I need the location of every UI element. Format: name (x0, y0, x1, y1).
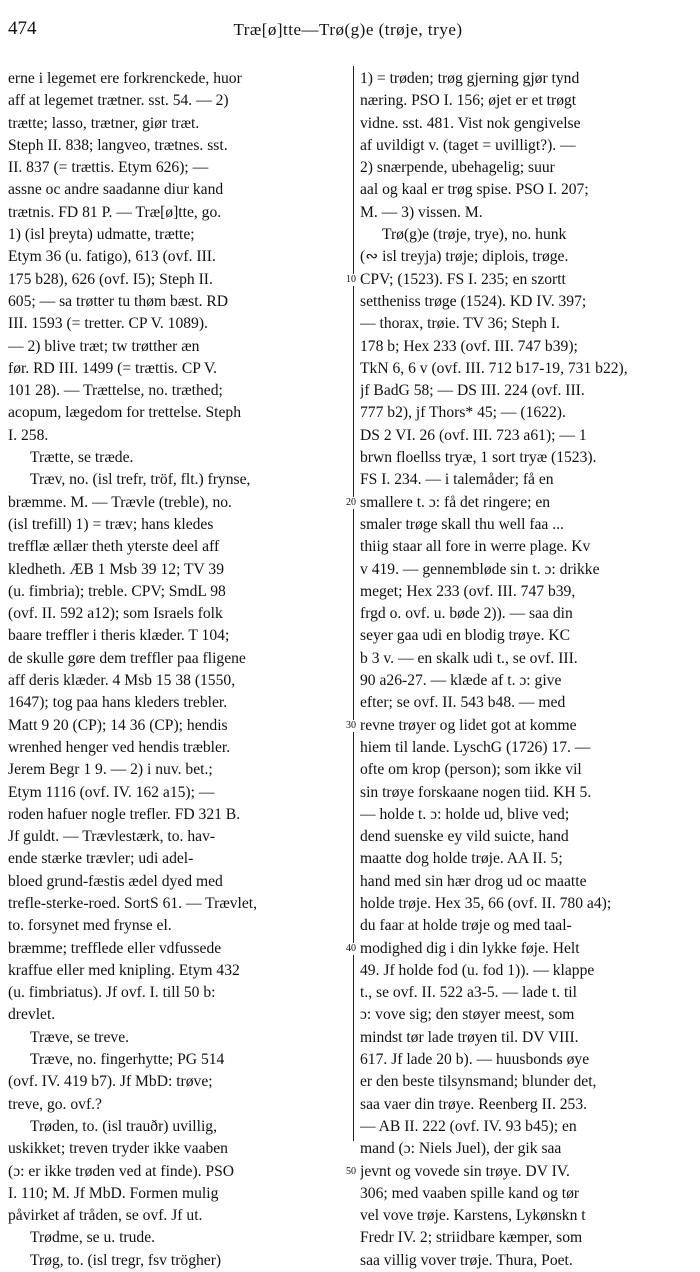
text-line: aal og kaal er trøg spise. PSO I. 207; (360, 181, 589, 199)
text-line: påvirket af tråden, se ovf. Jf ut. (8, 1207, 203, 1225)
text-line: Trætte, se træde. (30, 449, 134, 467)
text-line: thiig staar all fore in werre plage. Kv (360, 538, 591, 556)
text-line: aff deris klæder. 4 Msb 15 38 (1550, (8, 672, 236, 690)
text-line: Steph II. 838; langveo, trætnes. sst. (8, 136, 228, 154)
left-column (8, 68, 348, 1272)
text-line: DS 2 VI. 26 (ovf. III. 723 a61); — 1 (360, 426, 587, 444)
text-line: 1) (isl þreyta) udmatte, trætte; (8, 226, 195, 244)
text-line: Trøden, to. (isl trauðr) uvillig, (30, 1117, 217, 1135)
text-line: (u. fimbria); treble. CPV; SmdL 98 (8, 582, 226, 600)
text-line: trefflæ ællær theth yterste deel aff (8, 538, 220, 556)
line-number: 50 (346, 1165, 356, 1177)
text-line: 178 b; Hex 233 (ovf. III. 747 b39); (360, 337, 578, 355)
text-line: Etym 1116 (ovf. IV. 162 a15); — (8, 783, 215, 801)
text-line: (isl trefill) 1) = træv; hans kledes (8, 515, 214, 533)
text-line: er den beste tilsynsmand; blunder det, (360, 1073, 597, 1091)
text-line: (ɔ: er ikke trøden ved at finde). PSO (8, 1162, 235, 1180)
text-line: Jerem Begr 1 9. — 2) i nuv. bet.; (8, 761, 213, 779)
text-line: 90 a26-27. — klæde af t. ɔ: give (360, 672, 562, 690)
text-line: smallere t. ɔ: få det ringere; en (360, 493, 551, 511)
text-line: Matt 9 20 (CP); 14 36 (CP); hendis (8, 716, 228, 734)
text-line: sin trøye forskaane nogen tiid. KH 5. (360, 783, 592, 801)
text-line: — thorax, trøie. TV 36; Steph I. (360, 315, 560, 333)
line-number: 10 (346, 273, 356, 285)
text-line: efter; se ovf. II. 543 b48. — med (360, 694, 566, 712)
text-line: 1647); tog paa hans kleders trebler. (8, 694, 228, 712)
text-line: 617. Jf lade 20 b). — huusbonds øye (360, 1051, 590, 1069)
text-line: roden hafuer nogle trefler. FD 321 B. (8, 805, 241, 823)
text-line: (ovf. II. 592 a12); som Israels folk (8, 605, 223, 623)
text-line: t., se ovf. II. 522 a3-5. — lade t. til (360, 984, 577, 1002)
text-columns (8, 48, 688, 1269)
text-line: to. forsynet med frynse el. (8, 917, 172, 935)
text-line: saa villig vover trøje. Thura, Poet. (360, 1251, 573, 1269)
text-line: trætte; lasso, trætner, giør træt. (8, 114, 200, 132)
text-line: Fredr IV. 2; striidbare kæmper, som (360, 1229, 583, 1247)
text-line: ofte om krop (person); som ikke vil (360, 761, 582, 779)
text-line: før. RD III. 1499 (= trættis. CP V. (8, 359, 218, 377)
text-line: 101 28). — Trættelse, no. træthed; (8, 382, 223, 400)
text-line: (u. fimbriatus). Jf ovf. I. till 50 b: (8, 984, 216, 1002)
text-line: trætnis. FD 81 P. — Træ[ø]tte, go. (8, 203, 222, 221)
page-number: 474 (8, 18, 37, 39)
text-line: TkN 6, 6 v (ovf. III. 712 b17-19, 731 b22), (360, 359, 628, 377)
text-line: mindst tør lade trøyen til. DV VIII. (360, 1028, 579, 1046)
text-line: dend suenske ey vild suicte, hand (360, 828, 569, 846)
text-line: 49. Jf holde fod (u. fod 1)). — klappe (360, 961, 595, 979)
text-line: hand med sin hær drog ud oc maatte (360, 872, 587, 890)
text-line: Træve, se treve. (30, 1028, 130, 1046)
text-line: ende stærke trævler; udi adel- (8, 850, 194, 868)
text-line: hiem til lande. LyschG (1726) 17. — (360, 738, 591, 756)
text-line: vidne. sst. 481. Vist nok gengivelse (360, 114, 581, 132)
text-line: Træv, no. (isl trefr, tröf, flt.) frynse, (30, 471, 251, 489)
text-line: 605; — sa trøtter tu thøm bæst. RD (8, 292, 229, 310)
text-line: bloed grund-fæstis ædel dyed med (8, 872, 223, 890)
text-line: M. — 3) vissen. M. (360, 203, 483, 221)
text-line: III. 1593 (= tretter. CP V. 1089). (8, 315, 208, 333)
line-number: 40 (346, 942, 356, 954)
text-line: acopum, lægedom for trettelse. Steph (8, 404, 241, 422)
text-line: aff at legemet trætner. sst. 54. — 2) (8, 92, 229, 110)
text-line: — AB II. 222 (ovf. IV. 93 b45); en (360, 1117, 577, 1135)
text-line: af uvildigt v. (taget = uvilligt?). — (360, 136, 576, 154)
text-line: 777 b2), jf Thors* 45; — (1622). (360, 404, 566, 422)
text-line: smaler trøge skall thu well faa ... (360, 515, 564, 533)
text-line: 1) = trøden; trøg gjerning gjør tynd (360, 70, 580, 87)
text-line: 306; med vaaben spille kand og tør (360, 1184, 580, 1202)
text-line: holde trøje. Hex 35, 66 (ovf. II. 780 a4); (360, 894, 612, 912)
text-line: Trøg, to. (isl tregr, fsv trögher) (30, 1251, 222, 1269)
text-line: mand (ɔ: Niels Juel), der gik saa (360, 1140, 562, 1158)
text-line: saa vaer din trøye. Reenberg II. 253. (360, 1095, 588, 1113)
text-line: meget; Hex 233 (ovf. III. 747 b39, (360, 582, 576, 600)
line-number: 20 (346, 496, 356, 508)
text-line: settheniss trøge (1524). KD IV. 397; (360, 292, 587, 310)
text-line: Jf guldt. — Trævlestærk, to. hav- (8, 828, 216, 846)
text-line: drevlet. (8, 1006, 56, 1024)
text-line: baare treffler i theris klæder. T 104; (8, 627, 230, 645)
text-line: 175 b28), 626 (ovf. I5); Steph II. (8, 270, 213, 288)
text-line: Trødme, se u. trude. (30, 1229, 156, 1247)
text-line: erne i legemet ere forkrenckede, huor (8, 70, 242, 87)
line-number: 30 (346, 719, 356, 731)
text-line: Træve, no. fingerhytte; PG 514 (30, 1051, 225, 1069)
text-line: maatte dog holde trøje. AA II. 5; (360, 850, 563, 868)
text-line: Trø(g)e (trøje, trye), no. hunk (382, 226, 567, 244)
column-divider (353, 66, 354, 1141)
text-line: — 2) blive træt; tw trøtther æn (8, 337, 200, 355)
text-line: brwn floellss tryæ, 1 sort tryæ (1523). (360, 449, 597, 467)
text-line: b 3 v. — en skalk udi t., se ovf. III. (360, 649, 578, 667)
text-line: frgd o. ovf. u. bøde 2)). — saa din (360, 605, 573, 623)
text-line: uskikket; treven tryder ikke vaaben (8, 1140, 228, 1158)
text-line: bræmme; trefflede eller vdfussede (8, 939, 222, 957)
text-line: (∾ isl treyja) trøje; diplois, trøge. (360, 248, 569, 266)
text-line: de skulle gøre dem treffler paa fligene (8, 649, 246, 667)
text-line: — holde t. ɔ: holde ud, blive ved; (360, 805, 570, 823)
text-line: FS I. 234. — i talemåder; få en (360, 471, 554, 489)
text-line: I. 110; M. Jf MbD. Formen mulig (8, 1184, 219, 1202)
text-line: I. 258. (8, 426, 49, 444)
running-head: Træ[ø]tte—Trø(g)e (trøje, trye) (233, 20, 463, 39)
text-line: kraffue eller med knipling. Etym 432 (8, 961, 240, 979)
text-line: (ovf. IV. 419 b7). Jf MbD: trøve; (8, 1073, 213, 1091)
text-line: wrenhed henger ved hendis træbler. (8, 738, 231, 756)
text-line: jevnt og vovede sin trøye. DV IV. (360, 1162, 570, 1180)
text-line: kledheth. ÆB 1 Msb 39 12; TV 39 (8, 560, 225, 578)
text-line: II. 837 (= trættis. Etym 626); — (8, 159, 209, 177)
text-line: modighed dig i din lykke føje. Helt (360, 939, 580, 957)
text-line: revne trøyer og lidet got at komme (360, 716, 577, 734)
text-line: assne oc andre saadanne diur kand (8, 181, 224, 199)
text-line: ɔ: vove sig; den støyer meest, som (360, 1006, 575, 1024)
text-line: du faar at holde trøje og med taal- (360, 917, 572, 935)
text-line: vel vove trøje. Karstens, Lykønskn t (360, 1207, 586, 1225)
page-header (8, 8, 688, 48)
text-line: jf BadG 58; — DS III. 224 (ovf. III. (360, 382, 585, 400)
text-line: bræmme. M. — Trævle (treble), no. (8, 493, 232, 511)
right-column (360, 68, 694, 1272)
text-line: næring. PSO I. 156; øjet er et trøgt (360, 92, 577, 110)
text-line: seyer gaa udi en blodig trøye. KC (360, 627, 571, 645)
text-line: v 419. — gennembløde sin t. ɔ: drikke (360, 560, 600, 578)
text-line: Etym 36 (u. fatigo), 613 (ovf. III. (8, 248, 216, 266)
text-line: CPV; (1523). FS I. 235; en szortt (360, 270, 566, 288)
text-line: trefle-sterke-roed. SortS 61. — Trævlet, (8, 894, 258, 912)
text-line: 2) snærpende, ubehagelig; suur (360, 159, 555, 177)
text-line: treve, go. ovf.? (8, 1095, 102, 1113)
